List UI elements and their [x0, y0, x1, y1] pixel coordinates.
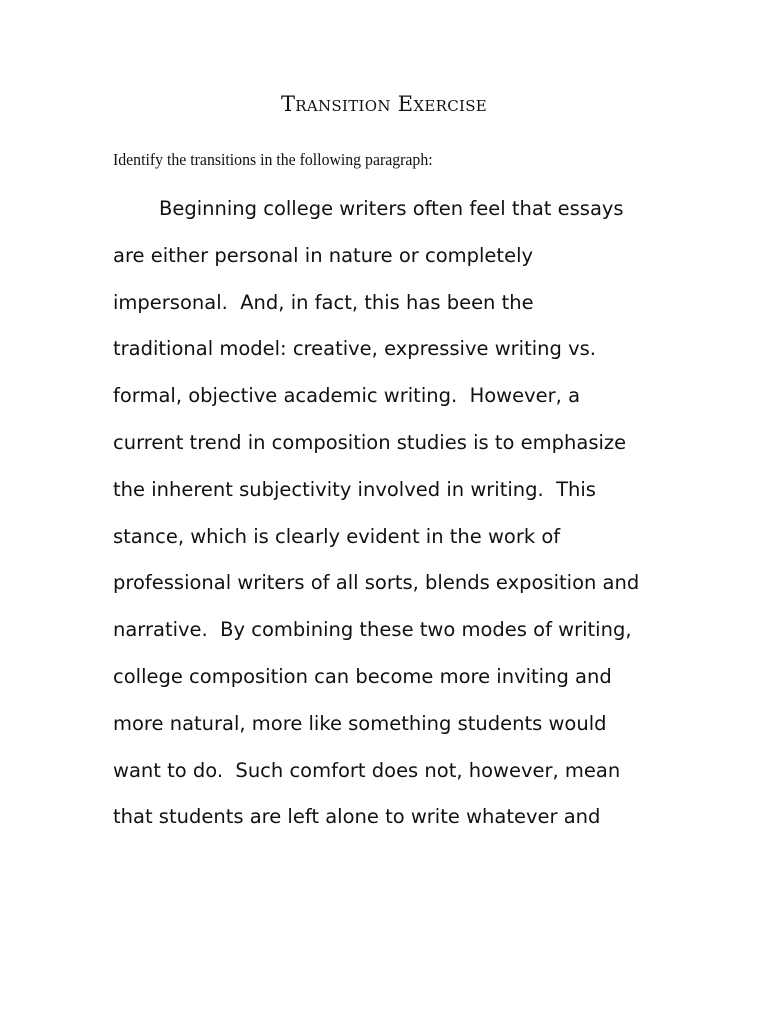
paragraph-line: that students are left alone to write whatever and [113, 805, 601, 829]
paragraph-line: the inherent subjectivity involved in writing. This [113, 477, 596, 501]
paragraph-line: narrative. By combining these two modes of writing, [113, 618, 632, 642]
paragraph-line: professional writers of all sorts, blends exposition and [113, 571, 640, 595]
paragraph-line: are either personal in nature or completely [113, 243, 534, 267]
paragraph-line: college composition can become more inviting and [113, 664, 612, 688]
paragraph-line: want to do. Such comfort does not, however, mean [113, 758, 621, 782]
paragraph-line: more natural, more like something students would [113, 711, 607, 735]
paragraph-line: stance, which is clearly evident in the work of [113, 524, 561, 548]
paragraph-line: traditional model: creative, expressive writing vs. [113, 337, 596, 361]
paragraph-line: formal, objective academic writing. However, a [113, 384, 581, 408]
exercise-paragraph [113, 186, 673, 841]
paragraph-line: Beginning college writers often feel that essays [159, 197, 624, 220]
paragraph-line: impersonal. And, in fact, this has been the [113, 290, 534, 314]
paragraph-line: current trend in composition studies is to emphasize [113, 430, 627, 454]
exercise-instruction: Identify the transitions in the following paragraph: [113, 150, 433, 169]
page-title: Transition Exercise [280, 92, 488, 116]
